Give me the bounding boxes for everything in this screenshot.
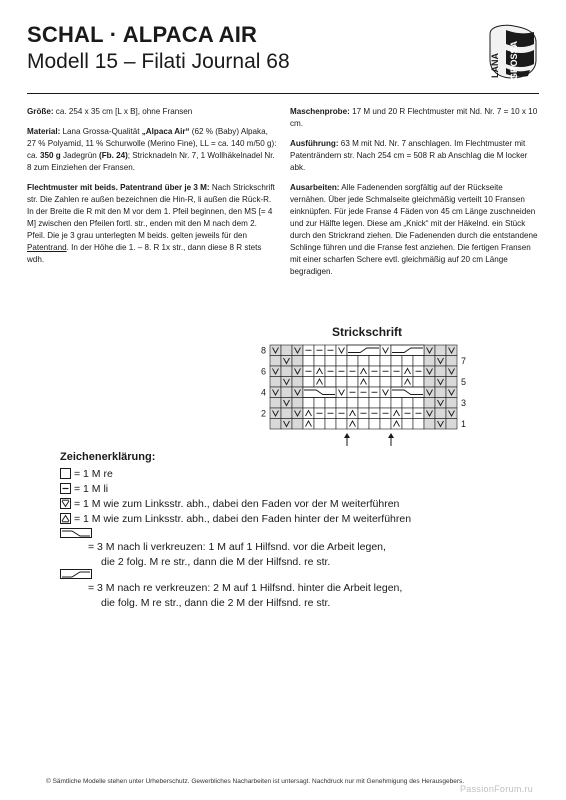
chart-cell <box>424 356 435 367</box>
gauge-paragraph: Maschenprobe: 17 M und 20 R Flechtmuster mit Nd. Nr. 7 = 10 x 10 cm. <box>290 107 538 128</box>
chart-cell <box>303 377 314 388</box>
chart-cell <box>292 377 303 388</box>
slip-back-icon <box>60 513 71 524</box>
chart-cell <box>424 377 435 388</box>
chart-cell <box>446 419 457 430</box>
chart-cell <box>391 398 402 409</box>
repeat-arrow-head <box>344 433 350 438</box>
chart-cell <box>380 377 391 388</box>
chart-cell <box>380 356 391 367</box>
execution-paragraph: Ausführung: 63 M mit Nd. Nr. 7 anschlagen. Im Flechtmuster mit Patenträndern str. Nach 254 cm = 508 R ab Anschlag die M locker abk. <box>290 139 528 172</box>
material-paragraph: Material: Lana Grossa-Qualität „Alpaca Air“ (62 % (Baby) Alpaka, 27 % Polyamid, 11 % Schurwolle (Merino Fine), LL = ca. 140 m/50 g): ca. 350 g Jadegrün (Fb. 24); Stricknadeln Nr. 7, 1 Wollhäkelnadel Nr. 8 zum Einziehen der Fransen. <box>27 127 277 172</box>
chart-cell <box>435 366 446 377</box>
legend-item-slip-front: = 1 M wie zum Linksstr. abh., dabei den Faden vor der M weiterführen <box>60 497 399 512</box>
cross-right-icon <box>60 569 92 579</box>
pattern-paragraph: Flechtmuster mit beids. Patentrand über je 3 M: Nach Strickschrift str. Die Zahlen re außen bezeichnen die Hin-R, li außen die Rück-R. In der Breite die R mit den M vor dem 1. Pfeil beginnen, den MS [= 4 M] zwischen den Pfeilen fortl. str., enden mit den M nach dem 2. Pfeil. Die je 3 grau unterlegten M beids. gelten jeweils für den Patentrand. In der Höhe die 1. – 8. R 1x str., dann diese 8 R stets wdh. <box>27 183 275 264</box>
chart-cell <box>369 419 380 430</box>
chart-cell <box>369 398 380 409</box>
chart-cell <box>446 377 457 388</box>
cross-left-icon <box>60 528 92 538</box>
chart-cell <box>292 419 303 430</box>
header-divider <box>27 93 539 94</box>
chart-cell <box>281 387 292 398</box>
chart-cell <box>347 377 358 388</box>
chart-cell <box>281 366 292 377</box>
chart-cell <box>314 356 325 367</box>
chart-cell <box>314 419 325 430</box>
chart-cell <box>380 398 391 409</box>
chart-cell <box>402 356 413 367</box>
chart-cell <box>446 398 457 409</box>
row-number-left: 6 <box>260 366 266 377</box>
row-number-right: 1 <box>461 419 467 429</box>
row-number-right: 5 <box>461 377 467 387</box>
purl-dash-icon <box>60 483 71 494</box>
chart-cell <box>292 356 303 367</box>
chart-cell <box>391 377 402 388</box>
cross-left-text-2: die 2 folg. M re str., dann die M der Hilfsnd. re str. <box>101 556 331 568</box>
row-number-left: 8 <box>260 345 266 356</box>
chart-cell <box>391 356 402 367</box>
chart-cell <box>292 398 303 409</box>
legend-item-slip-back: = 1 M wie zum Linksstr. abh., dabei den Faden hinter der M weiterführen <box>60 512 411 527</box>
chart-cell <box>336 377 347 388</box>
chart-cell <box>336 419 347 430</box>
legend-item-knit: = 1 M re <box>60 467 113 482</box>
right-column <box>290 106 540 286</box>
svg-text:GROSSA: GROSSA <box>509 40 519 80</box>
size-paragraph: Größe: ca. 254 x 35 cm [L x B], ohne Fransen <box>27 107 193 116</box>
chart-cell <box>325 377 336 388</box>
left-column <box>27 106 277 274</box>
chart-cell <box>336 356 347 367</box>
chart-cell <box>413 419 424 430</box>
chart-cell <box>358 398 369 409</box>
finishing-paragraph: Ausarbeiten: Alle Fadenenden sorgfältig auf der Rückseite vernähen. Über jede Schmalseite gleichmäßig verteilt 10 Fransen einknüpfen. Für jede Franse 4 Fäden von 45 cm Länge zuschneiden und zur Hälfte legen. Diese am „Knick“ mit der Häkelnd. ein Stück durch den Strickrand ziehen. Die Fadenenden durch die entstandene Schlinge führen und die Franse fest anziehen. Die fertigen Fransen mit einer scharfen Schere evtl. gleichmäßig auf 20 cm Länge begradigen. <box>290 183 538 276</box>
chart-cell <box>435 408 446 419</box>
chart-cell <box>402 419 413 430</box>
cross-right-text-2: die folg. M re str., dann die 2 M der Hilfsnd. re str. <box>101 597 331 609</box>
legend-item-purl: = 1 M li <box>60 482 108 497</box>
chart-title: Strickschrift <box>332 325 403 339</box>
chart-cell <box>270 377 281 388</box>
chart-cell <box>369 377 380 388</box>
chart-cell <box>435 345 446 356</box>
watermark: PassionForum.ru <box>460 784 534 794</box>
row-number-right: 3 <box>461 398 467 408</box>
chart-cell <box>347 398 358 409</box>
chart-cell <box>446 356 457 367</box>
chart-cell <box>413 356 424 367</box>
lana-grossa-logo <box>484 20 542 84</box>
knit-square-icon <box>60 468 71 479</box>
chart-cell <box>369 356 380 367</box>
chart-cell <box>303 356 314 367</box>
chart-cell <box>314 398 325 409</box>
repeat-arrow-head <box>388 433 394 438</box>
row-number-left: 2 <box>260 408 266 419</box>
copyright-footer: © Sämtliche Modelle stehen unter Urheberschutz. Gewerbliches Nacharbeiten ist untersagt. Nachdruck nur mit Genehmigung des Herausgebers. <box>46 778 465 785</box>
page-subtitle: Modell 15 – Filati Journal 68 <box>27 50 290 73</box>
chart-cell <box>424 419 435 430</box>
chart-cell <box>435 387 446 398</box>
knitting-chart <box>254 340 494 456</box>
chart-cell <box>325 356 336 367</box>
chart-cell <box>325 398 336 409</box>
chart-cell <box>281 408 292 419</box>
chart-cell <box>380 419 391 430</box>
chart-cell <box>336 398 347 409</box>
chart-cell <box>270 398 281 409</box>
chart-cell <box>358 419 369 430</box>
chart-cell <box>270 356 281 367</box>
cross-right-text-1: = 3 M nach re verkreuzen: 2 M auf 1 Hilfsnd. hinter die Arbeit legen, <box>88 582 403 594</box>
chart-cell <box>402 398 413 409</box>
chart-cell <box>270 419 281 430</box>
row-number-right: 7 <box>461 356 467 366</box>
row-number-left: 4 <box>260 387 266 398</box>
page-title: SCHAL · ALPACA AIR <box>27 22 258 47</box>
chart-cell <box>413 377 424 388</box>
svg-text:LANA: LANA <box>490 53 500 78</box>
chart-cell <box>303 398 314 409</box>
chart-cell <box>358 356 369 367</box>
slip-front-icon <box>60 498 71 509</box>
cross-left-text-1: = 3 M nach li verkreuzen: 1 M auf 1 Hilfsnd. vor die Arbeit legen, <box>88 541 386 553</box>
chart-cell <box>413 398 424 409</box>
chart-cell <box>424 398 435 409</box>
chart-cell <box>325 419 336 430</box>
chart-cell <box>347 356 358 367</box>
legend-title: Zeichenerklärung: <box>60 451 156 463</box>
chart-cell <box>281 345 292 356</box>
